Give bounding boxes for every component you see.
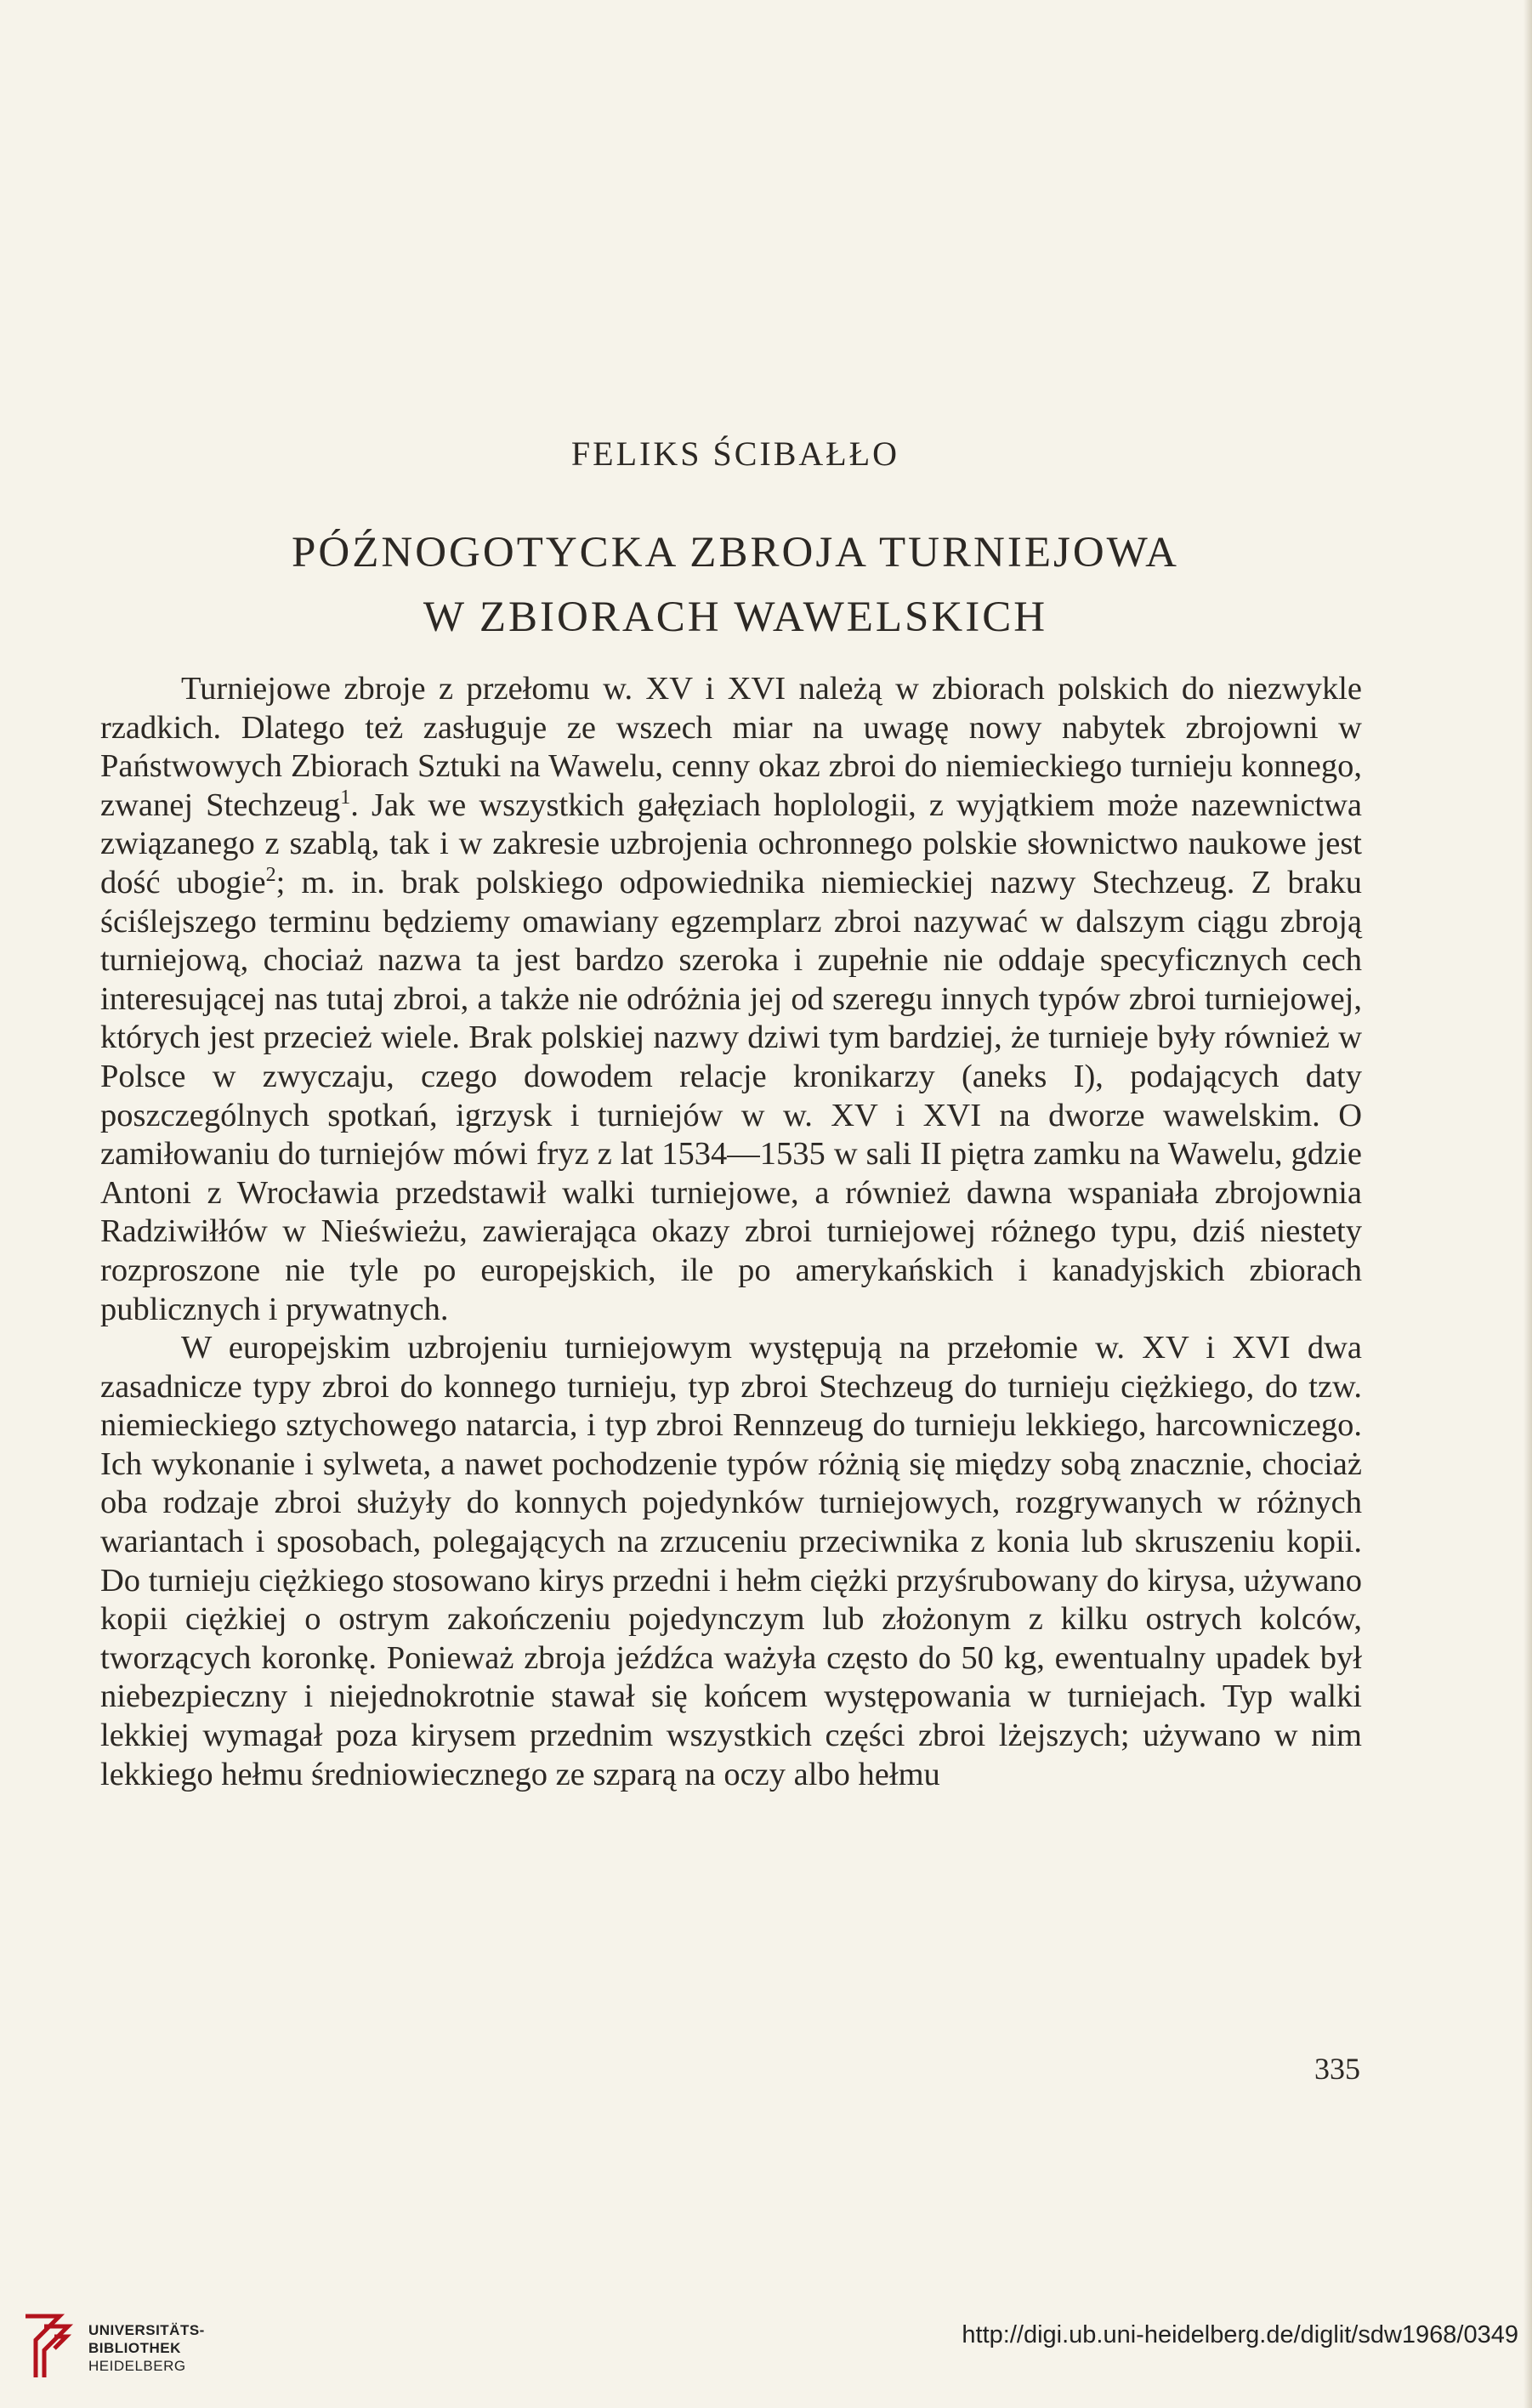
- footer-bar: [0, 2291, 1532, 2408]
- library-line-1: UNIVERSITÄTS-: [88, 2322, 205, 2338]
- title-line-1: PÓŹNOGOTYCKA ZBROJA TURNIEJOWA: [292, 529, 1179, 576]
- library-line-3: HEIDELBERG: [88, 2358, 186, 2374]
- footnote-ref-2: 2: [265, 864, 276, 887]
- paragraph-1: [100, 670, 1362, 1329]
- paragraph-1-text-c: ; m. in. brak polskiego odpowiednika niemieckiej nazwy Stechzeug. Z braku ściślejszego terminu będziemy omawiany egzemplarz zbroi nazywać w dalszym ciągu zbroją turniejową, chociaż nazwa ta jest bardzo szeroka i zupełnie nie oddaje specyficznych cech interesującej nas tutaj zbroi, a także nie odróżnia jej od szeregu innych typów zbroi turniejowej, których jest przecież wiele. Brak polskiej nazwy dziwi tym bardziej, że turnieje były również w Polsce w zwyczaju, czego dowodem relacje kronikarzy (aneks I), podających daty poszczególnych spotkań, igrzysk i turniejów w w. XV i XVI na dworze wawelskim. O zamiłowaniu do turniejów mówi fryz z lat 1534—1535 w sali II piętra zamku na Wawelu, gdzie Antoni z Wrocławia przedstawił walki turniejowe, a również dawna wspaniała zbrojownia Radziwiłłów w Nieświeżu, zawierająca okazy zbroi turniejowej różnego typu, dziś niestety rozproszone nie tyle po europejskich, ile po amerykańskich i kanadyjskich zbiorach publicznych i prywatnych.: [100, 864, 1363, 1327]
- paragraph-2: W europejskim uzbrojeniu turniejowym występują na przełomie w. XV i XVI dwa zasadnicze typy zbroi do konnego turnieju, typ zbroi Stechzeug do turnieju ciężkiego, do tzw. niemieckiego sztychowego natarcia, i typ zbroi Rennzeug do turnieju lekkiego, harcowniczego. Ich wykonanie i sylweta, a nawet pochodzenie typów różnią się między sobą znacznie, chociaż oba rodzaje zbroi służyły do konnych pojedynków turniejowych, rozgrywanych w różnych wariantach i sposobach, polegających na zrzuceniu przeciwnika z konia lub skruszeniu kopii. Do turnieju ciężkiego stosowano kirys przedni i hełm ciężki przyśrubowany do kirysa, używano kopii ciężkiej o ostrym zakończeniu pojedynczym lub złożonym z kilku ostrych kolców, tworzących koronkę. Ponieważ zbroja jeźdźca ważyła często do 50 kg, ewentualny upadek był niebezpieczny i niejednokrotnie stawał się końcem występowania w turniejach. Typ walki lekkiej wymagał poza kirysem przednim wszystkich części zbroi lżejszych; używano w nim lekkiego hełmu średniowiecznego ze szparą na oczy albo hełmu: [100, 1330, 1362, 1792]
- page-number: 335: [1314, 2052, 1360, 2086]
- library-name[interactable]: [88, 2321, 205, 2375]
- article-title: [0, 520, 1471, 650]
- author-name: FELIKS ŚCIBAŁŁO: [570, 434, 900, 473]
- paragraph-1-text-a: Turniejowe zbroje z przełomu w. XV i XVI należą w zbiorach polskich do niezwykle rzadkich. Dlatego też zasługuje ze wszech miar na uwagę nowy nabytek zbrojowni w Państwowych Zbiorach Sztuki na Wawelu, cenny okaz zbroi do niemieckiego turnieju konnego, zwanej Stechzeug: [100, 671, 1362, 823]
- footnote-ref-1: 1: [340, 786, 351, 809]
- article-body: [100, 670, 1362, 1794]
- title-line-2: W ZBIORACH WAWELSKICH: [423, 593, 1048, 641]
- source-url-link[interactable]: http://digi.ub.uni-heidelberg.de/diglit/sdw1968/0349: [962, 2321, 1518, 2348]
- ub-heidelberg-logo-icon[interactable]: [19, 2309, 75, 2384]
- library-line-2: BIBLIOTHEK: [88, 2340, 181, 2356]
- paragraph-1-text-b: . Jak we wszystkich gałęziach hoplologii, z wyjątkiem może nazewnictwa związanego z szablą, tak i w zakresie uzbrojenia ochronnego polskie słownictwo naukowe jest dość ubogie: [100, 787, 1362, 900]
- page-edge: [1523, 0, 1532, 2408]
